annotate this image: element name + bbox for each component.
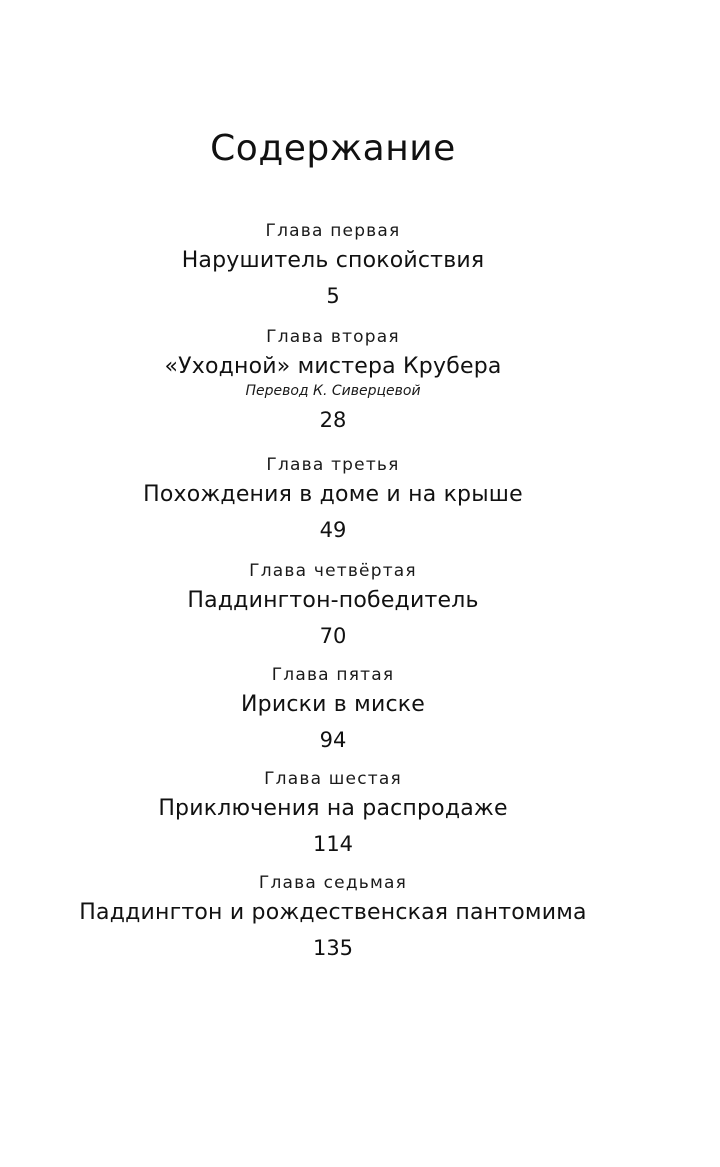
chapter-label: Глава шестая	[264, 769, 402, 789]
toc-entry	[0, 220, 666, 310]
page-number: 135	[312, 936, 354, 960]
translator-credit: Перевод К. Сиверцевой	[245, 383, 421, 399]
page-number: 28	[319, 408, 347, 432]
page-number: 114	[312, 832, 354, 856]
chapter-label: Глава третья	[266, 455, 400, 475]
chapter-label: Глава седьмая	[258, 873, 408, 893]
chapter-title: Ириски в миске	[241, 692, 425, 717]
page-number: 5	[326, 284, 340, 308]
chapter-title: Паддингтон и рождественская пантомима	[79, 900, 587, 925]
chapter-label: Глава четвёртая	[249, 561, 417, 581]
chapter-title: Приключения на распродаже	[158, 796, 508, 821]
toc-entry	[0, 768, 666, 858]
toc-entry	[0, 326, 666, 434]
chapter-title: «Уходной» мистера Крубера	[164, 354, 502, 379]
page-number: 94	[319, 728, 347, 752]
toc-title: Содержание	[210, 128, 456, 169]
chapter-label: Глава пятая	[271, 665, 395, 685]
toc-entry	[0, 664, 666, 754]
page-number: 49	[319, 518, 347, 542]
chapter-label: Глава первая	[265, 221, 401, 241]
toc-entry	[0, 872, 666, 962]
chapter-title: Похождения в доме и на крыше	[143, 482, 523, 507]
chapter-title: Паддингтон-победитель	[187, 588, 479, 613]
toc-entry	[0, 560, 666, 650]
page-number: 70	[319, 624, 347, 648]
toc-entry	[0, 454, 666, 544]
chapter-label: Глава вторая	[266, 327, 400, 347]
chapter-title: Нарушитель спокойствия	[181, 248, 485, 273]
